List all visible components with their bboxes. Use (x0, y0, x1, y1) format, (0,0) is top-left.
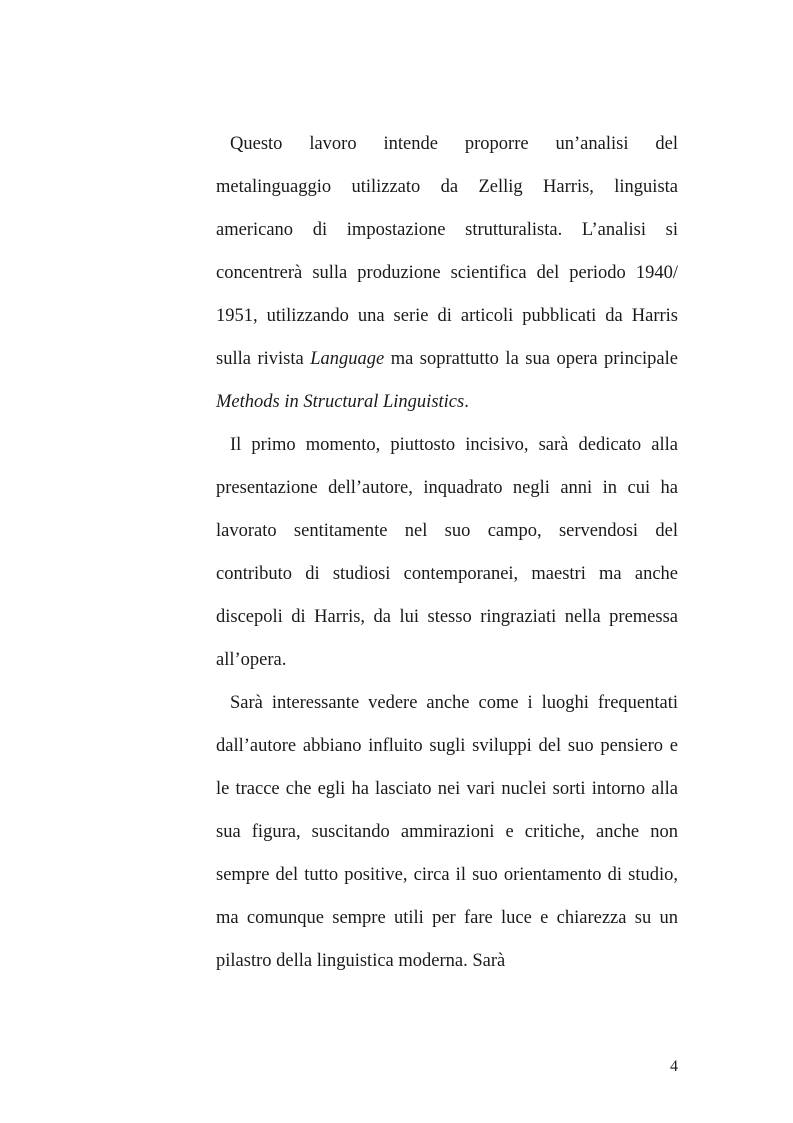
paragraph-influences-text: Sarà interessante vedere anche come i luoghi frequentati dall’autore abbiano influito sugli sviluppi del suo pensiero e le tracce che egli ha lasciato nei vari nuclei sorti intorno alla sua figura, suscitando ammirazioni e critiche, anche non sempre del tutto positive, circa il suo orientamento di studio, ma comunque sempre utili per fare luce e chiarezza su un pilastro della linguistica moderna. Sarà (216, 693, 678, 971)
body-text (216, 123, 678, 983)
page-number: 4 (670, 1058, 678, 1075)
paragraph-author-presentation-text: Il primo momento, piuttosto incisivo, sarà dedicato alla presentazione dell’autore, inquadrato negli anni in cui ha lavorato sentitamente nel suo campo, servendosi del contributo di studiosi contemporanei, maestri ma anche discepoli di Harris, da lui stesso ringraziati nella premessa all’opera. (216, 435, 678, 670)
paragraph-intro (216, 123, 678, 424)
paragraph-intro-text-2: ma soprattutto la sua opera principale (384, 349, 678, 369)
paragraph-intro-text-1: Questo lavoro intende proporre un’analisi del metalinguaggio utilizzato da Zellig Harris, linguista americano di impostazione strutturalista. L’analisi si concentrerà sulla produzione scientifica del periodo 1940/ 1951, utilizzando una serie di articoli pubblicati da Harris sulla rivista (216, 134, 678, 369)
book-title-methods: Methods in Structural Linguistics (216, 392, 465, 412)
journal-title-language: Language (310, 349, 385, 369)
paragraph-influences (216, 682, 678, 983)
paragraph-intro-text-3: . (464, 392, 469, 412)
paragraph-author-presentation (216, 424, 678, 682)
